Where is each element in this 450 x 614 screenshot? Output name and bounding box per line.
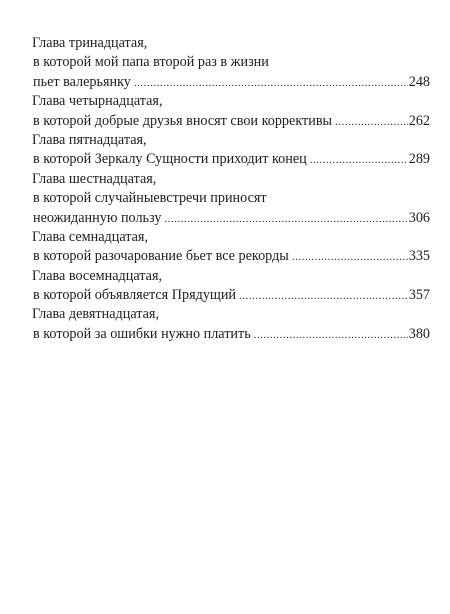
chapter-subtitle-last-line xyxy=(32,325,430,344)
page-number: 335 xyxy=(408,248,430,265)
toc-entry-16 xyxy=(32,170,430,228)
page-number: 380 xyxy=(408,325,430,342)
chapter-heading: Глава восемнадцатая, xyxy=(32,267,163,284)
chapter-subtitle-text: в которой разочарование бьет все рекорды xyxy=(33,248,289,265)
page-number: 248 xyxy=(408,73,430,90)
dot-leader xyxy=(134,74,408,92)
chapter-subtitle-line: в которой мой папа второй раз в жизни xyxy=(33,54,269,71)
page-number: 262 xyxy=(408,112,430,129)
toc-entry-13 xyxy=(32,34,430,92)
chapter-subtitle-last-line xyxy=(32,209,430,228)
page-number: 306 xyxy=(408,209,430,226)
chapter-heading: Глава четырнадцатая, xyxy=(32,93,163,110)
chapter-subtitle-last-line xyxy=(32,112,430,131)
chapter-subtitle-last-line xyxy=(32,150,430,169)
dot-leader xyxy=(292,248,408,266)
chapter-subtitle-text: в которой Зеркалу Сущности приходит конец xyxy=(33,151,307,168)
page-number: 289 xyxy=(408,151,430,168)
table-of-contents xyxy=(32,34,430,344)
chapter-subtitle-line: в которой случайныевстречи приносят xyxy=(33,190,267,207)
chapter-heading: Глава пятнадцатая, xyxy=(32,131,147,148)
dot-leader xyxy=(335,113,408,131)
toc-entry-15 xyxy=(32,131,430,170)
toc-entry-19 xyxy=(32,305,430,344)
chapter-heading: Глава шестнадцатая, xyxy=(32,170,157,187)
page-number: 357 xyxy=(408,287,430,304)
chapter-subtitle-last-line xyxy=(32,247,430,266)
chapter-heading: Глава семнадцатая, xyxy=(32,228,148,245)
chapter-subtitle-last-line xyxy=(32,286,430,305)
chapter-subtitle-text: в которой объявляется Прядущий xyxy=(33,287,237,304)
toc-entry-17 xyxy=(32,228,430,267)
dot-leader xyxy=(310,151,408,169)
chapter-subtitle-last-line xyxy=(32,73,430,92)
dot-leader xyxy=(164,210,407,228)
chapter-subtitle-text: пьет валерьянку xyxy=(33,73,131,90)
chapter-heading: Глава тринадцатая, xyxy=(32,35,148,51)
dot-leader xyxy=(254,326,408,344)
chapter-subtitle-text: неожиданную пользу xyxy=(33,209,162,226)
chapter-subtitle-text: в которой за ошибки нужно платить xyxy=(33,325,251,342)
toc-entry-18 xyxy=(32,267,430,306)
dot-leader xyxy=(239,287,408,305)
chapter-heading: Глава девятнадцатая, xyxy=(32,306,159,323)
chapter-subtitle-text: в которой добрые друзья вносят свои коррективы xyxy=(33,112,333,129)
toc-entry-14 xyxy=(32,92,430,131)
